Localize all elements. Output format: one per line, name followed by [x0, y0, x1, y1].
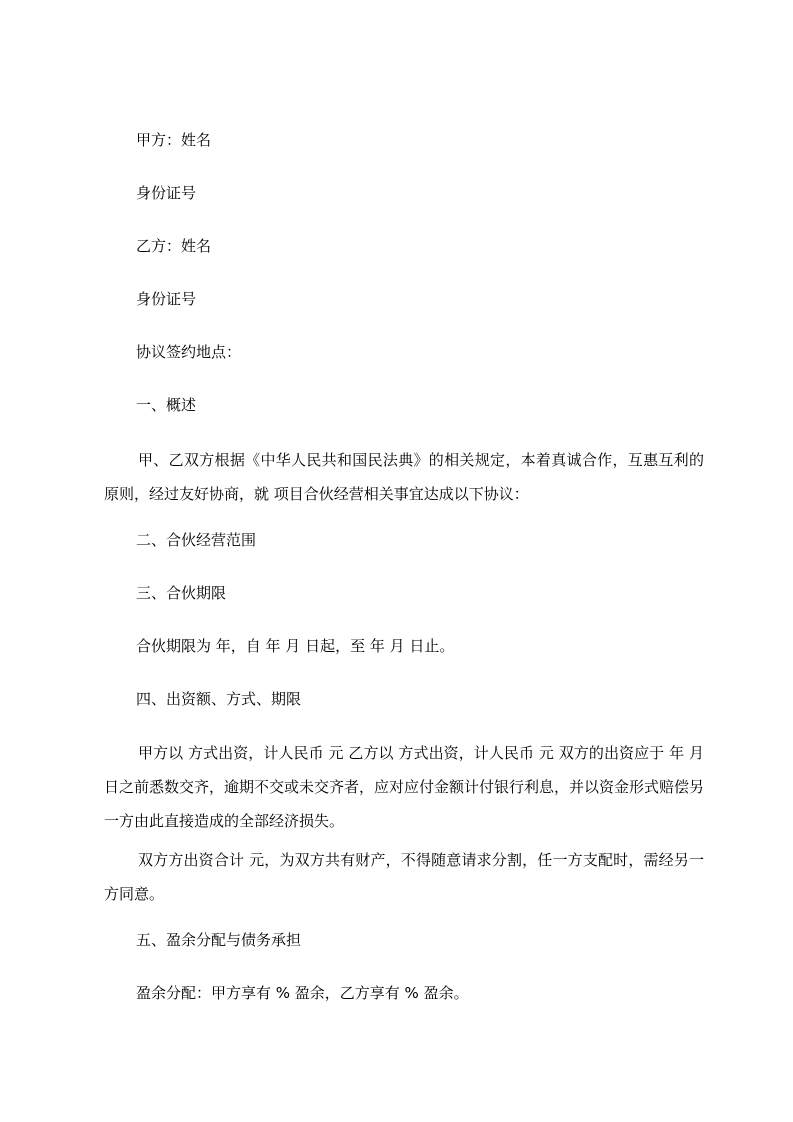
section-3-heading: 三、合伙期限	[136, 584, 227, 602]
section-4-heading: 四、出资额、方式、期限	[136, 690, 302, 708]
section-5-heading: 五、盈余分配与债务承担	[136, 931, 302, 949]
section-5-paragraph: 盈余分配：甲方享有 % 盈余，乙方享有 % 盈余。	[136, 984, 469, 1002]
section-1-heading: 一、概述	[136, 396, 197, 414]
section-2-heading: 二、合伙经营范围	[136, 531, 257, 549]
party-a-id-line: 身份证号	[136, 184, 197, 202]
party-b-name-line: 乙方：姓名	[136, 237, 212, 255]
signing-place-line: 协议签约地点：	[136, 343, 242, 361]
section-1-paragraph: 甲、乙双方根据《中华人民共和国民法典》的相关规定，本着真诚合作，互惠互利的原则，经过友好协商，就 项目合伙经营相关事宜达成以下协议：	[104, 451, 704, 503]
section-3-paragraph: 合伙期限为 年，自 年 月 日起，至 年 月 日止。	[136, 637, 455, 655]
party-a-name-line: 甲方：姓名	[136, 131, 212, 149]
section-4-paragraph-1: 甲方以 方式出资，计人民币 元 乙方以 方式出资，计人民币 元 双方的出资应于 年 月 日之前悉数交齐，逾期不交或未交齐者，应对应付金额计付银行利息，并以资金形式赔偿另一方由此直接造成的全部经济损失。	[104, 744, 705, 830]
party-b-id-line: 身份证号	[136, 290, 197, 308]
section-4-paragraph-2: 双方方出资合计 元，为双方共有财产，不得随意请求分割，任一方支配时，需经另一方同意。	[104, 851, 704, 903]
